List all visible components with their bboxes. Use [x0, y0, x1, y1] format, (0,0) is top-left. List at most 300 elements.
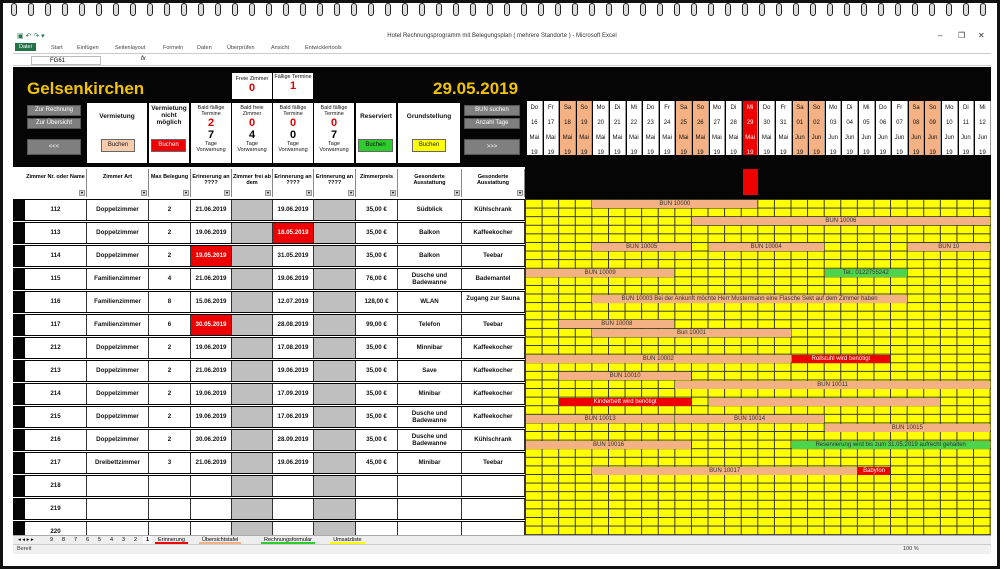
table-cell[interactable] [232, 430, 273, 450]
day-column[interactable] [544, 101, 560, 155]
filter-dropdown-icon[interactable]: ▾ [80, 190, 83, 195]
day-y: 19 [779, 150, 787, 156]
table-cell[interactable]: 19.06.2019 [191, 338, 232, 358]
ribbon-tab[interactable]: Datei [15, 43, 36, 51]
buchen-button-grundstellung[interactable]: Buchen [412, 139, 446, 152]
table-cell[interactable] [232, 361, 273, 381]
booking-bar[interactable]: BUN 10010 [559, 372, 691, 380]
table-cell[interactable]: Teebar [462, 246, 525, 266]
table-cell[interactable]: Dreibettzimmer [87, 453, 149, 473]
table-cell[interactable]: 17.06.2019 [273, 407, 314, 427]
binder-ring [725, 3, 731, 16]
ribbon-tab[interactable]: Daten [197, 45, 212, 51]
filter-dropdown-icon[interactable]: ▾ [142, 190, 145, 195]
day-column[interactable] [726, 101, 742, 155]
buchen-button-reserviert[interactable]: Buchen [358, 139, 393, 152]
vermietung-box [87, 103, 147, 163]
table-cell[interactable] [314, 200, 356, 220]
binder-ring [147, 3, 153, 16]
table-cell[interactable]: Doppelzimmer [87, 200, 149, 220]
table-cell[interactable]: 2 [149, 200, 191, 220]
table-cell[interactable]: 21.06.2019 [191, 453, 232, 473]
table-cell[interactable]: 220 [25, 522, 87, 535]
day-column[interactable] [759, 101, 775, 155]
day-d: 23 [647, 120, 654, 126]
booking-bar[interactable]: BUN 10005 [592, 243, 691, 251]
booking-bar[interactable]: BUN 10002 [526, 355, 791, 363]
table-cell[interactable]: 76,00 € [356, 269, 398, 289]
buchen-button-vermietung[interactable]: Buchen [101, 139, 135, 152]
day-d: 12 [979, 120, 986, 126]
table-cell[interactable]: Kaffeekocher [462, 407, 525, 427]
table-cell[interactable]: 2 [149, 246, 191, 266]
day-wd: Do [762, 105, 771, 111]
excel-icon[interactable]: ▣ ↶ ↷ ▾ [17, 33, 45, 40]
next-button[interactable]: >>> [464, 139, 520, 155]
filter-dropdown-icon[interactable]: ▾ [349, 190, 352, 195]
table-cell[interactable]: 45,00 € [356, 453, 398, 473]
day-column[interactable] [826, 101, 842, 155]
binder-ring [895, 3, 901, 16]
formula-bar [13, 56, 991, 66]
fx-icon[interactable]: fx [141, 56, 146, 62]
column-header [232, 169, 273, 197]
table-cell[interactable] [356, 499, 398, 519]
table-cell[interactable] [232, 246, 273, 266]
day-m: Jun [861, 135, 872, 141]
column-header [398, 169, 462, 197]
table-cell[interactable] [314, 499, 356, 519]
table-cell[interactable] [191, 499, 232, 519]
table-cell[interactable]: Doppelzimmer [87, 407, 149, 427]
table-cell[interactable]: 17.08.2019 [273, 338, 314, 358]
table-cell[interactable] [314, 246, 356, 266]
table-cell[interactable]: 31.05.2019 [273, 246, 314, 266]
zur-rechnung-button[interactable]: Zur Rechnung [27, 105, 81, 116]
sheet-tab[interactable]: 9 [50, 537, 54, 543]
table-cell[interactable]: 2 [149, 384, 191, 404]
city-title: Gelsenkirchen [27, 79, 145, 98]
table-cell[interactable]: 2 [149, 361, 191, 381]
table-cell[interactable]: Familienzimmer [87, 315, 149, 335]
table-cell[interactable]: 19.06.2019 [191, 384, 232, 404]
booking-bar[interactable]: BUN 10 [908, 243, 990, 251]
booking-bar[interactable]: BUN 10004 [709, 243, 824, 251]
table-cell[interactable]: WLAN [398, 292, 462, 312]
sheet-tab[interactable]: 1 [143, 536, 152, 544]
table-cell[interactable]: 115 [25, 269, 87, 289]
table-cell[interactable] [232, 315, 273, 335]
day-column[interactable] [842, 101, 858, 155]
table-cell[interactable] [273, 476, 314, 496]
day-column[interactable] [560, 101, 576, 155]
ribbon-tab[interactable]: Start [51, 45, 63, 51]
table-cell[interactable]: 17.09.2019 [273, 384, 314, 404]
table-cell[interactable]: Doppelzimmer [87, 223, 149, 243]
day-wd: Mo [712, 105, 722, 111]
ribbon-tab[interactable]: Entwicklertools [305, 45, 342, 51]
table-cell[interactable]: Balkon [398, 246, 462, 266]
table-cell[interactable]: Save [398, 361, 462, 381]
table-cell[interactable]: 35,00 € [356, 407, 398, 427]
table-cell[interactable]: 15.06.2019 [191, 292, 232, 312]
table-cell[interactable] [356, 476, 398, 496]
filter-dropdown-icon[interactable]: ▾ [455, 190, 458, 195]
day-column[interactable] [975, 101, 991, 155]
table-cell[interactable]: 30.05.2019 [191, 315, 232, 335]
zoom-level[interactable]: 100 % [903, 546, 919, 552]
day-column[interactable] [793, 101, 809, 155]
table-cell[interactable]: 12.07.2019 [273, 292, 314, 312]
sheet-tab[interactable]: Übersichtstafel [199, 536, 241, 544]
booking-bar[interactable]: BUN 10000 [592, 200, 757, 208]
day-column[interactable] [876, 101, 892, 155]
table-cell[interactable] [87, 476, 149, 496]
table-cell[interactable] [232, 407, 273, 427]
binder-ring [79, 3, 85, 16]
booking-bar[interactable]: BUN 10011 [675, 381, 989, 389]
table-cell[interactable]: 35,00 € [356, 223, 398, 243]
table-cell[interactable] [232, 292, 273, 312]
table-cell[interactable] [314, 315, 356, 335]
table-cell[interactable]: Minibar [398, 453, 462, 473]
sheet-tab[interactable]: 5 [98, 537, 102, 543]
table-cell[interactable] [232, 384, 273, 404]
table-cell[interactable] [273, 499, 314, 519]
table-cell[interactable]: 2 [149, 223, 191, 243]
day-d: 03 [829, 120, 837, 126]
vorwarnung-label-2: Tage Vorwarnung [237, 141, 267, 153]
booking-bar[interactable]: Reservierung wird bis zum 31.05.2019 aufrecht gehalten [792, 441, 990, 449]
table-cell[interactable]: 3 [149, 453, 191, 473]
day-column[interactable] [909, 101, 925, 155]
table-cell[interactable]: 30.06.2019 [191, 430, 232, 450]
restore-icon[interactable]: ❐ [958, 31, 966, 40]
table-cell[interactable]: Kühlschrank [462, 430, 525, 450]
table-cell[interactable]: Minnibar [398, 338, 462, 358]
table-cell[interactable] [232, 200, 273, 220]
vermietung-nicht-label: Vermietung nicht möglich [151, 105, 187, 126]
prev-button[interactable]: <<< [27, 139, 81, 155]
booking-bar[interactable]: BUN 10017 [592, 467, 857, 475]
table-cell[interactable]: Familienzimmer [87, 269, 149, 289]
table-cell[interactable]: Minibar [398, 384, 462, 404]
day-column[interactable] [660, 101, 676, 155]
day-column[interactable] [610, 101, 626, 155]
filter-dropdown-icon[interactable]: ▾ [225, 190, 228, 195]
table-cell[interactable] [314, 430, 356, 450]
filter-dropdown-icon[interactable]: ▾ [391, 190, 394, 195]
close-icon[interactable]: ✕ [978, 31, 985, 40]
day-d: 22 [630, 120, 638, 126]
day-column[interactable] [577, 101, 593, 155]
ribbon-tab[interactable]: Seitenlayout [115, 45, 146, 51]
table-cell[interactable]: 35,00 € [356, 430, 398, 450]
table-cell[interactable] [314, 338, 356, 358]
booking-bar[interactable]: BUN 10009 [526, 269, 674, 277]
day-column[interactable] [693, 101, 709, 155]
day-column[interactable] [627, 101, 643, 155]
zur-uebersicht-button[interactable]: Zur Übersicht [27, 118, 81, 129]
table-cell[interactable] [149, 499, 191, 519]
tab-nav-icon[interactable]: ◂ ◂ ▸ ▸ [18, 537, 34, 543]
table-cell[interactable]: 35,00 € [356, 361, 398, 381]
day-m: Jun [911, 135, 921, 141]
table-cell[interactable]: 99,00 € [356, 315, 398, 335]
table-cell[interactable] [398, 499, 462, 519]
sheet-tab[interactable]: 6 [86, 537, 90, 543]
table-cell[interactable]: Teebar [462, 453, 525, 473]
bun-suchen-button[interactable]: BUN suchen [464, 105, 520, 116]
table-cell[interactable]: 113 [25, 223, 87, 243]
binder-ring [419, 3, 425, 16]
table-cell[interactable]: 21.06.2019 [191, 269, 232, 289]
table-cell[interactable] [232, 453, 273, 473]
table-cell[interactable] [314, 476, 356, 496]
table-cell[interactable] [87, 522, 149, 535]
sheet-tab[interactable]: Erinnerung [155, 536, 188, 544]
day-m: Mai [728, 135, 739, 141]
vorwarnung-label-1: Tage Vorwarnung [196, 141, 226, 153]
table-cell[interactable] [191, 476, 232, 496]
table-cell[interactable]: 19.06.2019 [273, 361, 314, 381]
table-cell[interactable]: 21.06.2019 [191, 200, 232, 220]
table-cell[interactable]: 216 [25, 430, 87, 450]
table-cell[interactable]: 112 [25, 200, 87, 220]
table-cell[interactable] [398, 476, 462, 496]
table-cell[interactable]: Kaffeekocher [462, 361, 525, 381]
table-cell[interactable] [398, 522, 462, 535]
faellige-termine-label: Fällige Termine [274, 74, 312, 80]
table-cell[interactable] [232, 499, 273, 519]
table-cell[interactable]: 214 [25, 384, 87, 404]
sheet-tab[interactable]: 3 [122, 537, 126, 543]
filter-dropdown-icon[interactable]: ▾ [266, 190, 269, 195]
booking-bar[interactable]: Kinderbett wird benötigt [559, 398, 691, 406]
filter-dropdown-icon[interactable]: ▾ [307, 190, 310, 195]
sheet-tab[interactable]: 7 [74, 537, 78, 543]
day-d: 26 [696, 120, 704, 126]
binder-ring [266, 3, 272, 16]
table-cell[interactable]: 217 [25, 453, 87, 473]
booking-bar[interactable]: Rollstuhl wird benötigt [792, 355, 891, 363]
booking-bar[interactable]: BUN 10008 [559, 320, 674, 328]
column-header [314, 169, 356, 197]
table-cell[interactable]: Familienzimmer [87, 292, 149, 312]
binder-ring [980, 3, 986, 16]
table-cell[interactable] [191, 522, 232, 535]
table-cell[interactable]: 35,00 € [356, 246, 398, 266]
day-column[interactable] [710, 101, 726, 155]
day-y: 19 [862, 150, 870, 156]
column-header-label: Erinnerung an ???? [274, 174, 312, 186]
table-cell[interactable]: 116 [25, 292, 87, 312]
ribbon-tab[interactable]: Ansicht [271, 45, 290, 51]
table-cell[interactable] [149, 476, 191, 496]
table-cell[interactable] [232, 476, 273, 496]
sheet-tab[interactable]: Umsatzliste [330, 536, 364, 544]
table-cell[interactable]: Kaffeekocher [462, 223, 525, 243]
table-cell[interactable] [314, 361, 356, 381]
ribbon-tab[interactable]: Formeln [163, 45, 184, 51]
day-column[interactable] [527, 101, 543, 155]
table-cell[interactable]: 117 [25, 315, 87, 335]
day-wd: Mo [596, 105, 605, 111]
booking-bar[interactable]: BUN 10003 Bei der Ankunft möchte Herr Mustermann eine Flasche Sekt auf dem Zimmer haben [592, 295, 906, 303]
day-column[interactable] [925, 101, 941, 155]
table-cell[interactable] [314, 223, 356, 243]
table-cell[interactable] [232, 269, 273, 289]
table-cell[interactable]: 218 [25, 476, 87, 496]
sheet-tab[interactable]: Rechnungsformular [261, 536, 315, 544]
booking-grid[interactable] [525, 199, 991, 535]
table-cell[interactable]: Dusche und Badewanne [398, 269, 462, 289]
sheet-tab[interactable]: 4 [110, 537, 114, 543]
booking-bar[interactable]: BUN 10016 [526, 441, 691, 449]
day-m: Jun [894, 135, 905, 141]
table-cell[interactable]: 213 [25, 361, 87, 381]
table-cell[interactable]: 2 [149, 407, 191, 427]
column-header [149, 169, 191, 197]
booking-bar[interactable]: BUN 10014 [675, 415, 823, 423]
table-cell[interactable] [356, 522, 398, 535]
table-cell[interactable]: Teebar [462, 315, 525, 335]
table-cell[interactable] [462, 522, 525, 535]
day-column[interactable] [942, 101, 958, 155]
day-column[interactable] [643, 101, 659, 155]
bald-faellig-value-3: 0 [330, 117, 338, 129]
table-cell[interactable]: 219 [25, 499, 87, 519]
table-cell[interactable] [314, 407, 356, 427]
table-cell[interactable] [314, 269, 356, 289]
table-cell[interactable] [314, 384, 356, 404]
table-cell[interactable] [314, 453, 356, 473]
worksheet[interactable] [13, 67, 991, 535]
day-column[interactable] [859, 101, 875, 155]
day-column[interactable] [959, 101, 975, 155]
table-cell[interactable]: Dusche und Badewanne [398, 430, 462, 450]
table-cell[interactable]: 2 [149, 338, 191, 358]
table-cell[interactable]: Kaffeekocher [462, 384, 525, 404]
date-title: 29.05.2019 [433, 79, 519, 98]
binder-ring [623, 3, 629, 16]
booking-bar[interactable]: BUN 10013 [526, 415, 674, 423]
table-cell[interactable]: Südblick [398, 200, 462, 220]
day-m: Mai [645, 135, 656, 141]
table-cell[interactable]: Doppelzimmer [87, 430, 149, 450]
table-cell[interactable]: 4 [149, 269, 191, 289]
table-cell[interactable]: 35,00 € [356, 338, 398, 358]
table-cell[interactable] [314, 292, 356, 312]
table-cell[interactable]: 18.05.2019 [273, 223, 314, 243]
table-cell[interactable]: 35,00 € [356, 200, 398, 220]
table-cell[interactable]: Doppelzimmer [87, 246, 149, 266]
table-cell[interactable]: Dusche und Badewanne [398, 407, 462, 427]
booking-bar[interactable]: Bun 10001 [592, 329, 790, 337]
filter-dropdown-icon[interactable]: ▾ [184, 190, 187, 195]
table-cell[interactable] [232, 338, 273, 358]
table-cell[interactable]: 28.09.2019 [273, 430, 314, 450]
day-column[interactable] [743, 101, 759, 155]
table-cell[interactable]: Doppelzimmer [87, 384, 149, 404]
sheet-tab[interactable]: 8 [62, 537, 66, 543]
table-cell[interactable]: 114 [25, 246, 87, 266]
table-cell[interactable]: 35,00 € [356, 384, 398, 404]
table-cell[interactable]: Zugang zur Sauna [462, 292, 525, 312]
booking-calendar [525, 67, 991, 535]
name-box[interactable]: FG61 [31, 56, 101, 65]
table-cell[interactable]: 6 [149, 315, 191, 335]
table-cell[interactable]: 19.06.2019 [191, 223, 232, 243]
binder-ring [62, 3, 68, 16]
day-column[interactable] [892, 101, 908, 155]
table-cell[interactable] [232, 223, 273, 243]
table-cell[interactable]: 2 [149, 430, 191, 450]
table-cell[interactable]: 28.08.2019 [273, 315, 314, 335]
table-cell[interactable]: 21.06.2019 [191, 361, 232, 381]
day-column[interactable] [809, 101, 825, 155]
table-cell[interactable] [87, 499, 149, 519]
table-cell[interactable]: 215 [25, 407, 87, 427]
table-cell[interactable]: 19.06.2019 [273, 269, 314, 289]
table-cell[interactable] [462, 476, 525, 496]
table-cell[interactable]: Balkon [398, 223, 462, 243]
day-column[interactable] [676, 101, 692, 155]
anzahl-tage-button[interactable]: Anzahl Tage [464, 118, 520, 129]
ribbon-tab[interactable]: Überprüfen [227, 45, 255, 51]
buchen-button-nicht[interactable]: Buchen [151, 139, 186, 152]
table-cell[interactable] [232, 522, 273, 535]
table-cell[interactable]: 19.06.2019 [191, 407, 232, 427]
table-cell[interactable]: 19.05.2019 [191, 246, 232, 266]
table-cell[interactable] [462, 499, 525, 519]
booking-bar[interactable]: BUN 10006 [692, 217, 990, 225]
day-wd: Di [846, 105, 853, 111]
filter-dropdown-icon[interactable]: ▾ [518, 190, 521, 195]
table-cell[interactable]: 19.06.2019 [273, 200, 314, 220]
table-cell[interactable]: Doppelzimmer [87, 338, 149, 358]
day-column[interactable] [593, 101, 609, 155]
table-cell[interactable]: Kaffeekocher [462, 338, 525, 358]
table-cell[interactable] [314, 522, 356, 535]
table-cell[interactable]: 8 [149, 292, 191, 312]
table-cell[interactable]: 19.06.2019 [273, 453, 314, 473]
vorwarnung-label-3: Tage Vorwarnung [278, 141, 308, 153]
sheet-tab[interactable]: 2 [134, 537, 138, 543]
table-cell[interactable]: Kühlschrank [462, 200, 525, 220]
booking-bar[interactable]: BUN 10015 [825, 424, 990, 432]
minimize-icon[interactable]: – [938, 31, 943, 40]
table-cell[interactable]: Doppelzimmer [87, 361, 149, 381]
table-cell[interactable]: Telefon [398, 315, 462, 335]
booking-bar[interactable]: Babyfon [858, 467, 890, 475]
bald-freie-label: Bald freie Zimmer [240, 105, 264, 117]
table-cell[interactable]: 212 [25, 338, 87, 358]
ribbon-tabs [13, 43, 991, 54]
booking-bar[interactable] [709, 398, 940, 406]
faellige-termine-box [273, 73, 313, 99]
table-cell[interactable]: 128,00 € [356, 292, 398, 312]
table-cell[interactable] [149, 522, 191, 535]
day-column[interactable] [776, 101, 792, 155]
table-cell[interactable]: Bademantel [462, 269, 525, 289]
booking-bar[interactable]: Tel.: 0122755242 [825, 269, 907, 277]
table-cell[interactable] [273, 522, 314, 535]
ribbon-tab[interactable]: Einfügen [77, 45, 99, 51]
column-header [273, 169, 314, 197]
day-d: 06 [879, 120, 887, 126]
day-m: Jun [944, 135, 955, 141]
